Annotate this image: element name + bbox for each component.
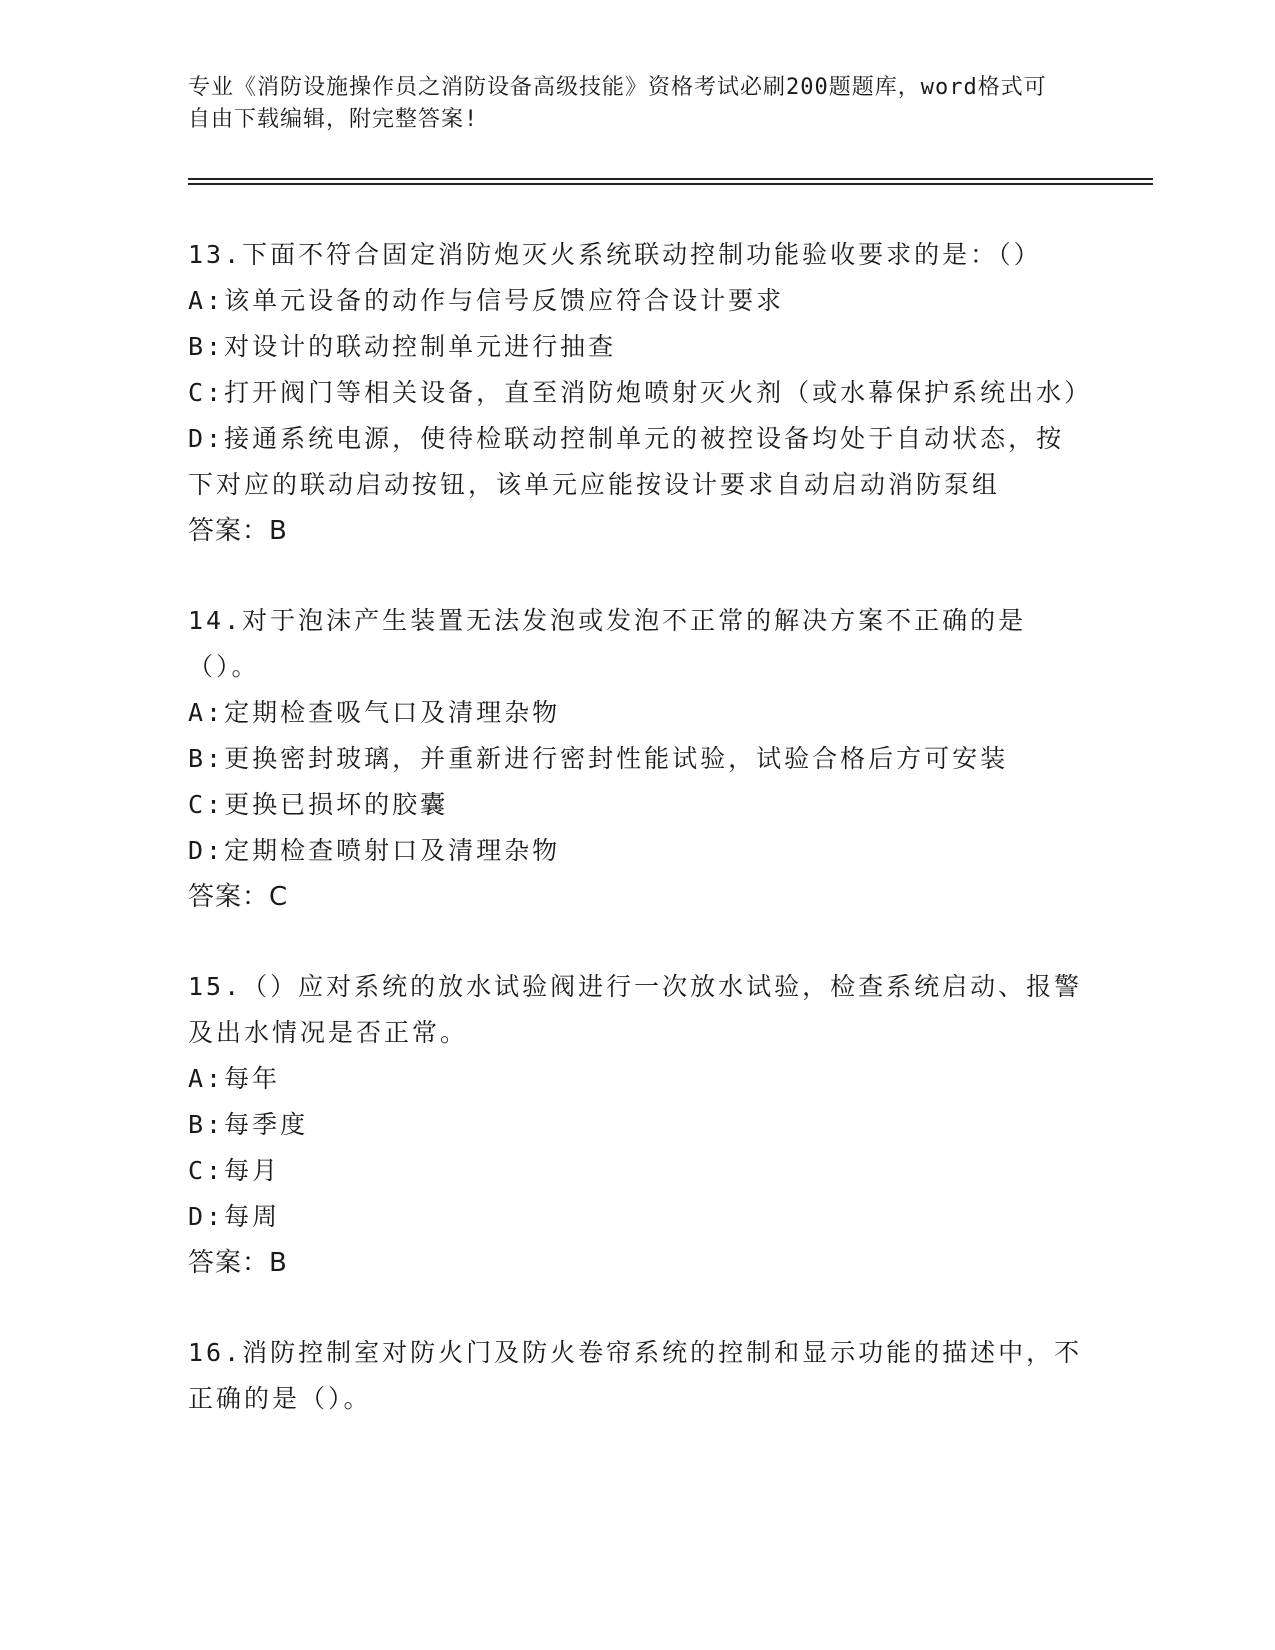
header-divider-bottom [188,183,1153,185]
question-text: 15.（）应对系统的放水试验阀进行一次放水试验，检查系统启动、报警及出水情况是否正常。 [188,972,1083,1047]
question-text: 14.对于泡沫产生装置无法发泡或发泡不正常的解决方案不正确的是（）。 [188,606,1027,681]
answer: 答案：B [188,516,288,546]
answer: 答案：C [188,882,289,912]
option-d: D:每周 [188,1202,281,1231]
question-16 [188,1330,1088,1422]
option-c: C:打开阀门等相关设备，直至消防炮喷射灭火剂（或水幕保护系统出水） [188,378,1093,407]
option-a: A:定期检查吸气口及清理杂物 [188,698,561,727]
question-text: 16.消防控制室对防火门及防火卷帘系统的控制和显示功能的描述中，不正确的是（）。 [188,1338,1083,1413]
question-text: 13.下面不符合固定消防炮灭火系统联动控制功能验收要求的是：（） [188,240,1042,269]
option-a: A:每年 [188,1064,281,1093]
option-b: B:更换密封玻璃，并重新进行密封性能试验，试验合格后方可安装 [188,744,1009,773]
answer: 答案：B [188,1248,288,1278]
option-b: B:每季度 [188,1110,309,1139]
question-13 [188,232,1093,554]
question-15 [188,964,1088,1286]
option-a: A:该单元设备的动作与信号反馈应符合设计要求 [188,286,785,315]
header-divider-top [188,178,1153,180]
option-c: C:更换已损坏的胶囊 [188,790,449,819]
question-list [188,232,1093,1466]
option-c: C:每月 [188,1156,281,1185]
option-d: D:接通系统电源，使待检联动控制单元的被控设备均处于自动状态，按下对应的联动启动按钮，该单元应能按设计要求自动启动消防泵组 [188,424,1065,499]
question-14 [188,598,1088,920]
document-header: 专业《消防设施操作员之消防设备高级技能》资格考试必刷200题题库，word格式可自由下载编辑，附完整答案! [188,75,1047,132]
option-d: D:定期检查喷射口及清理杂物 [188,836,561,865]
option-b: B:对设计的联动控制单元进行抽查 [188,332,617,361]
